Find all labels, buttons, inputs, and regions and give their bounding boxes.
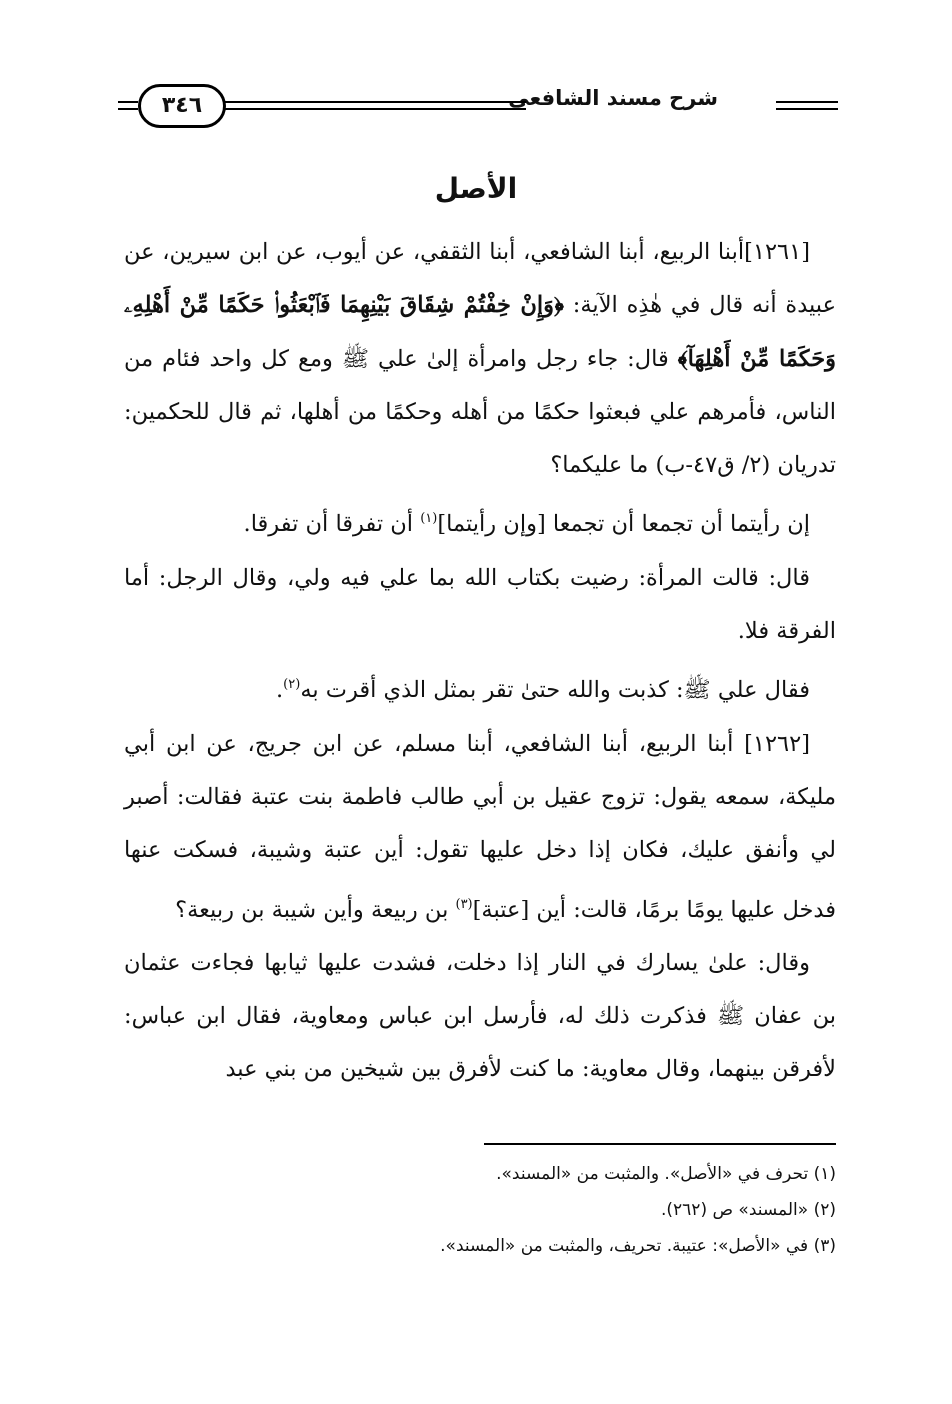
paragraph-text: إن رأيتما أن تجمعا أن تجمعا [وإن رأيتما] [437,511,810,538]
paragraph-text: [١٢٦٢] أبنا الربيع، أبنا الشافعي، أبنا مسلم، عن ابن جريج، عن ابن أبي مليكة، سمعه يقول: تزوج عقيل بن أبي طالب فاطمة بنت عتبة فقالت: أصبر لي وأنفق عليك، فكان إذا دخل عليها تقول: أين عتبة وشيبة، فسكت عنها فدخل عليها يومًا برمًا، قالت: أين [عتبة] [124,730,836,923]
footnote-separator [484,1143,836,1145]
footnote: (٢) «المسند» ص (٢٦٢). [660,1200,836,1220]
footnotes [124,1156,836,1264]
paragraph-text: فقال علي ﷺ: كذبت والله حتىٰ تقر بمثل الذي أقرت به [300,677,810,704]
page-header [118,78,838,132]
paragraph [124,492,836,551]
paragraph-text: أن تفرقا أن تفرقا. [243,511,421,538]
running-title: شرح مسند الشافعي [508,86,718,110]
footnote: (١) تحرف في «الأصل». والمثبت من «المسند». [496,1164,836,1184]
header-ornament-line [118,101,138,110]
paragraph-text: بن ربيعة وأين شيبة بن ربيعة؟ [175,896,456,923]
section-title: الأصل [434,172,518,205]
page-number: ٣٤٦ [138,84,226,128]
paragraph [124,658,836,717]
quran-verse: ﴿وَإِنْ خِفْتُمْ شِقَاقَ بَيْنِهِمَا فَٱبْعَثُوا۟ حَكَمًا مِّنْ أَهْلِهِۦ وَحَكَمًا مِّنْ أَهْلِهَآ﴾ [124,292,837,372]
header-ornament-line [220,101,526,110]
paragraph: وقال: علىٰ يسارك في النار إذا دخلت، فشدت عليها ثيابها فجاءت عثمان بن عفان ﷺ فذكرت ذلك له، فأرسل ابن عباس ومعاوية، فقال ابن عباس: لأفرقن بينهما، وقال معاوية: ما كنت لأفرق بين شيخين من بني عبد [124,949,836,1083]
paragraph-text: . [276,677,284,704]
hadith-1262-paragraph [124,718,836,937]
footnote-ref: (٢) [283,677,301,693]
footnote-ref: (١) [420,511,438,527]
paragraph-text: [١٢٦١]أبنا الربيع، أبنا الشافعي، أبنا الثقفي، عن أيوب، عن ابن سيرين، عن عبيدة أنه قال في هٰذِه الآية: [124,239,837,319]
footnote-ref: (٣) [455,896,473,912]
main-text [124,226,836,1097]
header-ornament-line [776,101,838,110]
paragraph-text: قال: جاء رجل وامرأة إلىٰ علي ﷺ ومع كل واحد فئام من الناس، فأمرهم علي فبعثوا حكمًا من أهله وحكمًا من أهلها، ثم قال للحكمين: تدريان (٢/ ق٤٧-ب) ما عليكما؟ [124,345,836,479]
paragraph: قال: قالت المرأة: رضيت بكتاب الله بما علي فيه ولي، وقال الرجل: أما الفرقة فلا. [124,564,836,645]
hadith-1261-paragraph [124,226,836,492]
footnote: (٣) في «الأصل»: عتيبة. تحريف، والمثبت من «المسند». [440,1236,836,1256]
